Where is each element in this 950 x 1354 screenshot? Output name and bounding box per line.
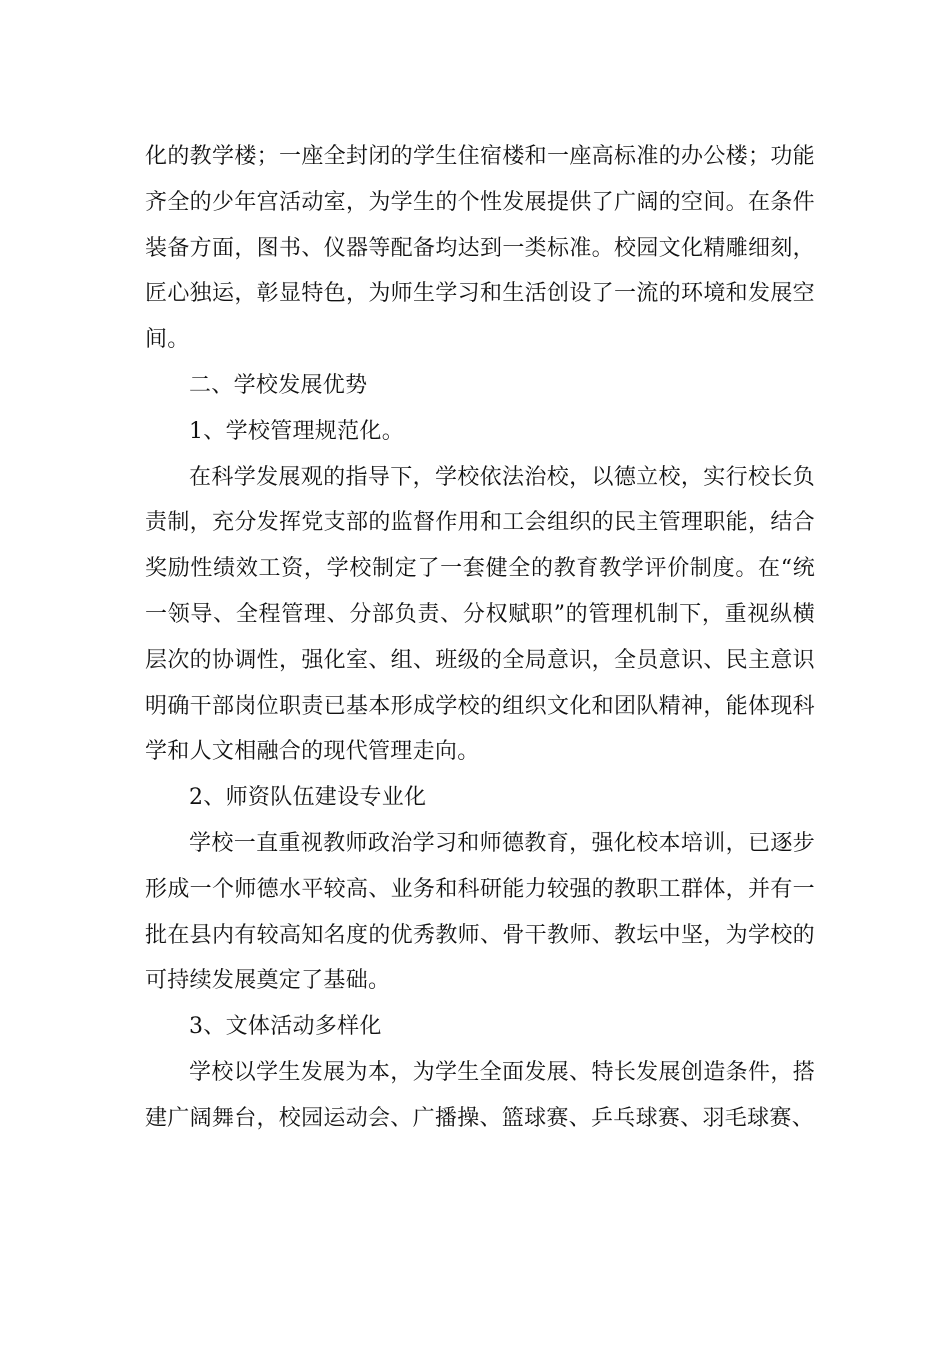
- paragraph-continuation: 化的教学楼；一座全封闭的学生住宿楼和一座高标准的办公楼；功能齐全的少年宫活动室，为学生的个性发展提供了广阔的空间。在条件装备方面，图书、仪器等配备均达到一类标准。校园文化精雕细刻，匠心独运，彰显特色，为师生学习和生活创设了一流的环境和发展空间。: [145, 144, 815, 353]
- paragraph-teachers: 学校一直重视教师政治学习和师德教育，强化校本培训，已逐步形成一个师德水平较高、业务和科研能力较强的教职工群体，并有一批在县内有较高知名度的优秀教师、骨干教师、教坛中坚，为学校的可持续发展奠定了基础。: [145, 830, 815, 994]
- subheading-activities: 3、文体活动多样化: [189, 1014, 382, 1040]
- subheading-management: 1、学校管理规范化。: [189, 418, 404, 444]
- subheading-teachers: 2、师资队伍建设专业化: [189, 785, 427, 811]
- document-body: [145, 134, 815, 1142]
- paragraph-activities: 学校以学生发展为本，为学生全面发展、特长发展创造条件，搭建广阔舞台，校园运动会、广播操、篮球赛、乒乓球赛、羽毛球赛、: [145, 1059, 815, 1131]
- section-heading-advantages: 二、学校发展优势: [189, 372, 368, 398]
- paragraph-management: 在科学发展观的指导下，学校依法治校，以德立校，实行校长负责制，充分发挥党支部的监督作用和工会组织的民主管理职能，结合奖励性绩效工资，学校制定了一套健全的教育教学评价制度。在“统一领导、全程管理、分部负责、分权赋职”的管理机制下，重视纵横层次的协调性，强化室、组、班级的全局意识，全员意识、民主意识明确干部岗位职责已基本形成学校的组织文化和团队精神，能体现科学和人文相融合的现代管理走向。: [145, 464, 815, 765]
